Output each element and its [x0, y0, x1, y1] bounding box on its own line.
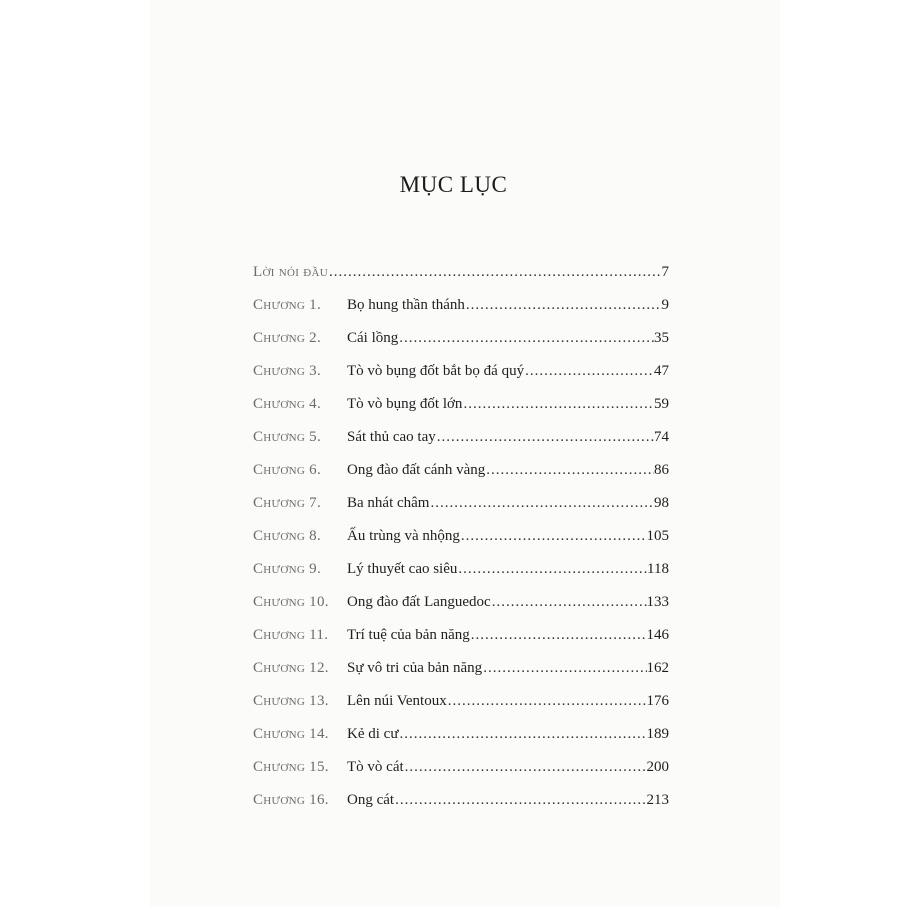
toc-page-number: 176	[646, 693, 669, 709]
toc-row	[253, 427, 669, 460]
chapter-list	[253, 295, 669, 823]
toc-page-number: 47	[654, 363, 669, 379]
dot-leader	[398, 328, 654, 348]
chapter-title: Sự vô tri của bản năng	[347, 660, 483, 676]
chapter-number-label: Chương 2.	[253, 330, 322, 346]
toc-row	[253, 592, 669, 625]
toc-page-number: 189	[646, 726, 669, 742]
chapter-title: Ong đào đất cánh vàng	[347, 462, 486, 478]
toc-page-number: 146	[646, 627, 669, 643]
toc-page-number: 59	[654, 396, 669, 412]
chapter-number-label: Chương 3.	[253, 363, 322, 379]
toc-page-number: 74	[654, 429, 669, 445]
dot-leader	[470, 625, 647, 645]
chapter-number-label: Chương 16.	[253, 792, 329, 808]
toc-page-number: 118	[647, 561, 669, 577]
chapter-number-label: Chương 6.	[253, 462, 322, 478]
toc-row	[253, 394, 669, 427]
chapter-title: Lý thuyết cao siêu	[347, 561, 458, 577]
chapter-number-label: Chương 5.	[253, 429, 322, 445]
chapter-title: Ba nhát châm	[347, 495, 430, 511]
toc-row	[253, 526, 669, 559]
chapter-title: Tò vò bụng đốt lớn	[347, 396, 463, 412]
toc-row	[253, 295, 669, 328]
toc-page-number: 162	[646, 660, 669, 676]
toc-row	[253, 361, 669, 394]
chapter-number-label: Chương 7.	[253, 495, 322, 511]
dot-leader	[457, 559, 647, 579]
chapter-number-label: Chương 9.	[253, 561, 322, 577]
dot-leader	[404, 757, 647, 777]
dot-leader	[436, 427, 654, 447]
toc-row	[253, 658, 669, 691]
chapter-title: Trí tuệ của bản năng	[347, 627, 470, 643]
chapter-title: Cái lồng	[347, 330, 399, 346]
chapter-number-label: Chương 12.	[253, 660, 329, 676]
dot-leader	[462, 394, 654, 414]
chapter-title: Lên núi Ventoux	[347, 693, 447, 709]
dot-leader	[491, 592, 647, 612]
toc-page-number: 133	[646, 594, 669, 610]
chapter-number-label: Chương 13.	[253, 693, 329, 709]
chapter-title: Ấu trùng và nhộng	[347, 528, 460, 544]
chapter-number-label: Chương 11.	[253, 627, 329, 643]
chapter-title: Ong đào đất Languedoc	[347, 594, 491, 610]
toc-page-number: 86	[654, 462, 669, 478]
toc-page-number: 7	[661, 264, 669, 280]
toc-page-number: 35	[654, 330, 669, 346]
dot-leader	[465, 295, 662, 315]
chapter-number-label: Chương 15.	[253, 759, 329, 775]
dot-leader	[398, 724, 646, 744]
chapter-number-label: Chương 10.	[253, 594, 329, 610]
dot-leader	[482, 658, 646, 678]
toc-page-number: 213	[646, 792, 669, 808]
toc-page-number: 105	[646, 528, 669, 544]
chapter-title: Tò vò bụng đốt bắt bọ đá quý	[347, 363, 525, 379]
toc-row	[253, 493, 669, 526]
toc-row	[253, 559, 669, 592]
dot-leader	[429, 493, 654, 513]
dot-leader	[447, 691, 647, 711]
toc-page-number: 98	[654, 495, 669, 511]
chapter-number-label: Chương 8.	[253, 528, 322, 544]
dot-leader	[485, 460, 654, 480]
dot-leader	[524, 361, 654, 381]
toc-page-number: 9	[661, 297, 669, 313]
page-title: MỤC LỤC	[399, 172, 508, 197]
toc-page-number: 200	[646, 759, 669, 775]
chapter-title: Sát thủ cao tay	[347, 429, 436, 445]
table-of-contents	[253, 262, 669, 823]
toc-row	[253, 757, 669, 790]
toc-row	[253, 460, 669, 493]
dot-leader	[460, 526, 647, 546]
chapter-number-label: Chương 4.	[253, 396, 322, 412]
toc-preface-label: Lời nói đầu	[253, 264, 328, 280]
dot-leader	[394, 790, 646, 810]
toc-row	[253, 328, 669, 361]
dot-leader	[328, 262, 662, 282]
toc-row	[253, 724, 669, 757]
chapter-number-label: Chương 1.	[253, 297, 322, 313]
chapter-title: Kẻ di cư	[347, 726, 399, 742]
chapter-title: Tò vò cát	[347, 759, 404, 775]
toc-row	[253, 790, 669, 823]
toc-row	[253, 625, 669, 658]
toc-row	[253, 691, 669, 724]
chapter-title: Ong cát	[347, 792, 395, 808]
toc-row-preface	[253, 262, 669, 295]
chapter-number-label: Chương 14.	[253, 726, 329, 742]
chapter-title: Bọ hung thần thánh	[347, 297, 465, 313]
